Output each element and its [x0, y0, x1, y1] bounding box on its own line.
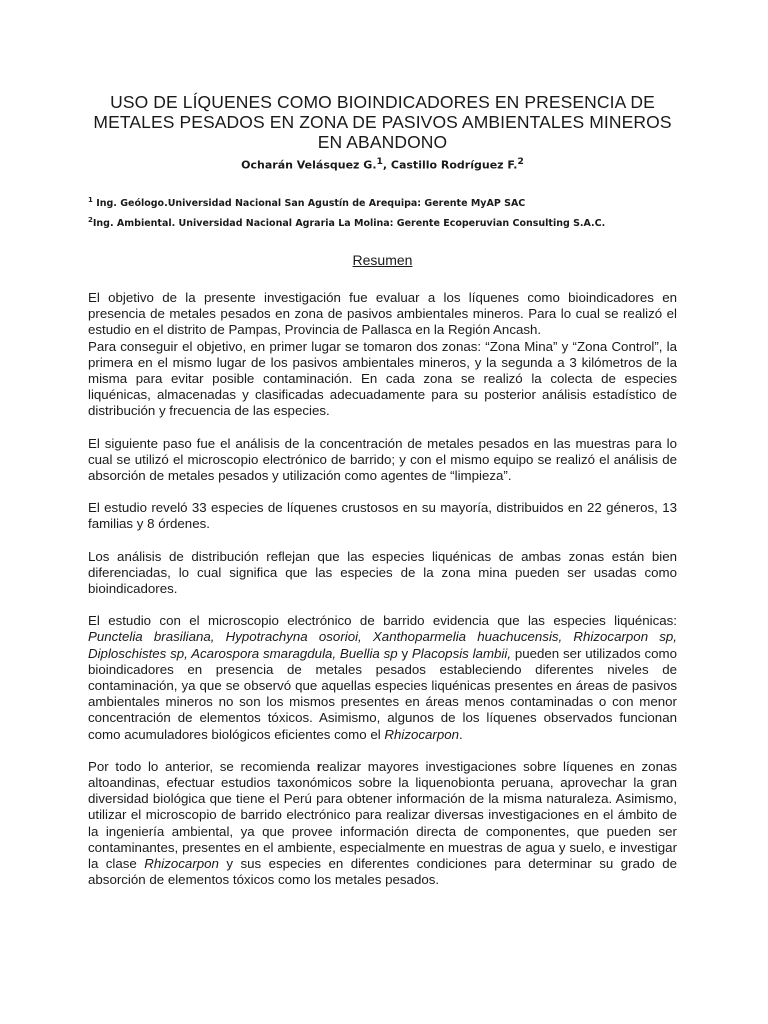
- affiliation-2: [88, 212, 677, 232]
- paragraph-text: y: [397, 645, 412, 661]
- affiliation-text: Ing. Ambiental. Universidad Nacional Agraria La Molina: Gerente Ecoperuvian Consulting S.A.C.: [92, 217, 606, 229]
- abstract-paragraph-7: [88, 759, 677, 889]
- paragraph-text: y sus especies en diferentes condiciones para determinar su grado de absorción de elementos tóxicos como los metales pesados.: [88, 856, 677, 888]
- bold-letter: r: [316, 758, 322, 774]
- author-line: [88, 156, 677, 172]
- paragraph-text: El estudio con el microscopio electrónico de barrido evidencia que las especies liquénicas:: [88, 613, 677, 629]
- paragraph-text: pueden ser utilizados como bioindicadores en presencia de metales pesados estableciendo diferentes niveles de contaminación, ya que se observó que aquellas especies liquénicas presentes en áreas de pasivos ambientales mineros no son los mismos presentes en áreas menos contaminadas o con menor concentración de elementos tóxicos. Asimismo, algunos de los líquenes observados funcionan como acumuladores biológicos eficientes como el: [88, 645, 677, 742]
- paper-title: USO DE LÍQUENES COMO BIOINDICADORES EN PRESENCIA DE METALES PESADOS EN ZONA DE PASIVOS AMBIENTALES MINEROS EN ABANDONO: [93, 92, 672, 152]
- affiliation-number: 2: [88, 215, 93, 224]
- abstract-paragraph-4: El estudio reveló 33 especies de líquenes crustosos en su mayoría, distribuidos en 22 géneros, 13 familias y 8 órdenes.: [88, 500, 677, 532]
- affiliation-text: Ing. Geólogo.Universidad Nacional San Agustín de Arequipa: Gerente MyAP SAC: [96, 197, 526, 209]
- abstract-paragraph-3: El siguiente paso fue el análisis de la concentración de metales pesados en las muestras para lo cual se utilizó el microscopio electrónico de barrido; y con el mismo equipo se realizó el análisis de absorción de metales pesados y utilización como agentes de “limpieza”.: [88, 435, 677, 483]
- abstract-paragraph-5: Los análisis de distribución reflejan que las especies liquénicas de ambas zonas están bien diferenciadas, lo cual significa que las especies de la zona mina pueden ser usadas como bioindicadores.: [88, 548, 677, 597]
- author-2-affil-mark: 2: [517, 156, 524, 167]
- species-name: Rhizocarpon: [384, 726, 460, 742]
- abstract-paragraph-1: El objetivo de la presente investigación fue evaluar a los líquenes como bioindicadores en presencia de metales pesados en zona de pasivos ambientales mineros. Para lo cual se realizó el estudio en el distrito de Pampas, Provincia de Pallasca en la Región Ancash.: [88, 289, 677, 338]
- section-heading-resumen: Resumen: [352, 251, 413, 268]
- affiliation-number: 1: [88, 195, 93, 204]
- species-list: Punctelia brasiliana, Hypotrachyna osorioi, Xanthoparmelia huachucensis, Rhizocarpon sp, Diploschistes sp, Acarospora smaragdula, Buellia sp: [88, 629, 677, 661]
- paragraph-text: ealizar mayores investigaciones sobre líquenes en zonas altoandinas, efectuar estudios taxonómicos sobre la liquenobionta peruana, aprovechar la gran diversidad biológica que tiene el Perú para obtener información de la misma naturaleza. Asimismo, utilizar el microscopio de barrido electrónico para realizar diversas investigaciones en el ámbito de la ingeniería ambiental, ya que provee información directa de componentes, que pueden ser contaminantes, presentes en el ambiente, especialmente en muestras de agua y suelo, e investigar la clase: [88, 758, 678, 872]
- affiliations: [88, 192, 677, 232]
- author-1-affil-mark: 1: [376, 156, 383, 167]
- document-page: [88, 92, 677, 904]
- abstract-paragraph-2: Para conseguir el objetivo, en primer lugar se tomaron dos zonas: “Zona Mina” y “Zona Control”, la primera en el mismo lugar de los pasivos ambientales mineros, y la segunda a 3 kilómetros de la misma para evitar posible contaminación. En cada zona se realizó la colecta de especies liquénicas, almacenadas y clasificadas adecuadamente para su posterior análisis estadístico de distribución y frecuencia de las especies.: [88, 338, 677, 419]
- affiliation-1: [88, 192, 677, 212]
- author-1-name: Ocharán Velásquez G.: [241, 158, 377, 172]
- paragraph-text: .: [459, 726, 463, 742]
- author-2-name: Castillo Rodríguez F.: [390, 158, 518, 172]
- abstract-paragraph-6: [88, 613, 677, 743]
- species-name: Rhizocarpon: [144, 856, 219, 872]
- author-separator: ,: [382, 158, 391, 172]
- paragraph-text: Por todo lo anterior, se recomienda: [88, 758, 317, 774]
- species-name: Placopsis lambii,: [411, 645, 512, 661]
